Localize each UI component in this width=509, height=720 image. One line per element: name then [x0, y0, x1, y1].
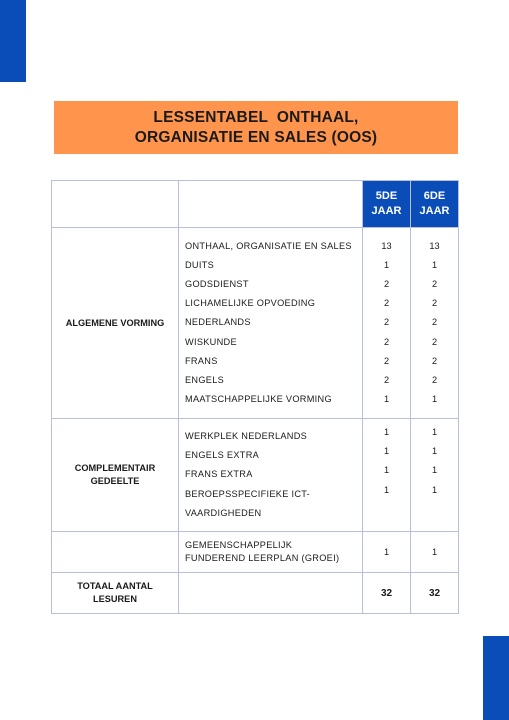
- hours-value: 2: [383, 279, 390, 290]
- header-year6: [411, 181, 459, 228]
- category-label: COMPLEMENTAIR: [74, 463, 156, 473]
- subjects-complementair: [179, 419, 363, 532]
- header-empty-2: [179, 181, 363, 228]
- subject-item: GODSDIENST: [185, 279, 249, 290]
- blue-corner-bar-bottom: [483, 636, 509, 720]
- table-row-complementair: [52, 419, 459, 532]
- hours-value: 2: [431, 374, 438, 385]
- hours-value: 1: [383, 484, 390, 495]
- hours-year5-groei: [363, 532, 411, 573]
- hours-value: 1: [383, 446, 390, 457]
- table-row-groei: [52, 532, 459, 573]
- hours-value: 1: [383, 427, 390, 437]
- header-empty-1: [52, 181, 179, 228]
- hours-year6-groei: [411, 532, 459, 573]
- hours-value: 1: [383, 465, 390, 476]
- header-year5: [363, 181, 411, 228]
- table-row-totaal: [52, 573, 459, 614]
- category-label: ALGEMENE VORMING: [65, 317, 165, 328]
- total-year6: 32: [411, 573, 459, 614]
- subject-item: ENGELS: [185, 374, 225, 385]
- hours-value: 1: [431, 427, 438, 437]
- blue-corner-bar-top: [0, 0, 26, 82]
- subject-item: NEDERLANDS: [185, 317, 251, 328]
- lessentabel-table: [51, 180, 459, 614]
- subject-item: WERKPLEK NEDERLANDS: [185, 431, 308, 442]
- subject-item: WISKUNDE: [185, 336, 237, 347]
- total-year5: 32: [363, 573, 411, 614]
- subject-item: FRANS: [185, 355, 218, 366]
- subject-item: DUITS: [185, 259, 215, 270]
- total-empty: [179, 573, 363, 614]
- hours-value: 1: [431, 394, 438, 405]
- title-line-2: ORGANISATIE EN SALES (OOS): [134, 128, 378, 146]
- hours-value: 1: [383, 394, 390, 405]
- hours-value: 1: [431, 547, 438, 557]
- hours-value: 2: [431, 355, 438, 366]
- category-empty: [52, 532, 179, 573]
- hours-value: 2: [431, 336, 438, 347]
- hours-value: 2: [431, 317, 438, 328]
- hours-value: 1: [431, 465, 438, 476]
- hours-value: 13: [381, 240, 392, 251]
- subject-item: LICHAMELIJKE OPVOEDING: [185, 298, 316, 309]
- header-year5-line2: JAAR: [371, 205, 402, 217]
- subject-item: GEMEENSCHAPPELIJK: [185, 540, 293, 550]
- hours-value: 2: [383, 298, 390, 309]
- category-complementair: [52, 419, 179, 532]
- hours-value: 1: [383, 547, 390, 557]
- hours-year5-complementair: [363, 419, 411, 532]
- table-header-row: [52, 181, 459, 228]
- hours-value: 1: [431, 484, 438, 495]
- hours-year6-complementair: [411, 419, 459, 532]
- subject-item: MAATSCHAPPELIJKE VORMING: [185, 394, 332, 405]
- hours-value: 2: [431, 298, 438, 309]
- page-title: [54, 101, 458, 154]
- subjects-groei: [179, 532, 363, 573]
- subject-item: VAARDIGHEDEN: [185, 507, 262, 518]
- hours-value: 1: [431, 446, 438, 457]
- hours-value: 2: [383, 355, 390, 366]
- total-label: [52, 573, 179, 614]
- header-year5-line1: 5DE: [375, 190, 398, 202]
- hours-value: 13: [429, 240, 440, 251]
- hours-value: 1: [431, 259, 438, 270]
- subject-item: FUNDEREND LEERPLAN (GROEI): [185, 553, 340, 563]
- hours-value: 2: [431, 279, 438, 290]
- category-label: GEDEELTE: [90, 476, 140, 486]
- total-label-line2: LESUREN: [93, 594, 137, 604]
- total-label-line1: TOTAAL AANTAL: [77, 581, 153, 591]
- hours-year5-algemene: [363, 228, 411, 419]
- hours-value: 2: [383, 336, 390, 347]
- category-algemene-vorming: [52, 228, 179, 419]
- title-line-1: LESSENTABEL ONTHAAL,: [153, 108, 359, 126]
- hours-value: 1: [383, 259, 390, 270]
- subject-item: ONTHAAL, ORGANISATIE EN SALES: [185, 240, 352, 251]
- subject-item: ENGELS EXTRA: [185, 450, 260, 461]
- hours-value: 2: [383, 317, 390, 328]
- table-row-algemene-vorming: [52, 228, 459, 419]
- subject-item: BEROEPSSPECIFIEKE ICT-: [185, 488, 311, 499]
- hours-value: 2: [383, 374, 390, 385]
- hours-year6-algemene: [411, 228, 459, 419]
- subject-item: FRANS EXTRA: [185, 469, 253, 480]
- subjects-algemene-vorming: [179, 228, 363, 419]
- header-year6-line1: 6DE: [423, 190, 446, 202]
- header-year6-line2: JAAR: [419, 205, 450, 217]
